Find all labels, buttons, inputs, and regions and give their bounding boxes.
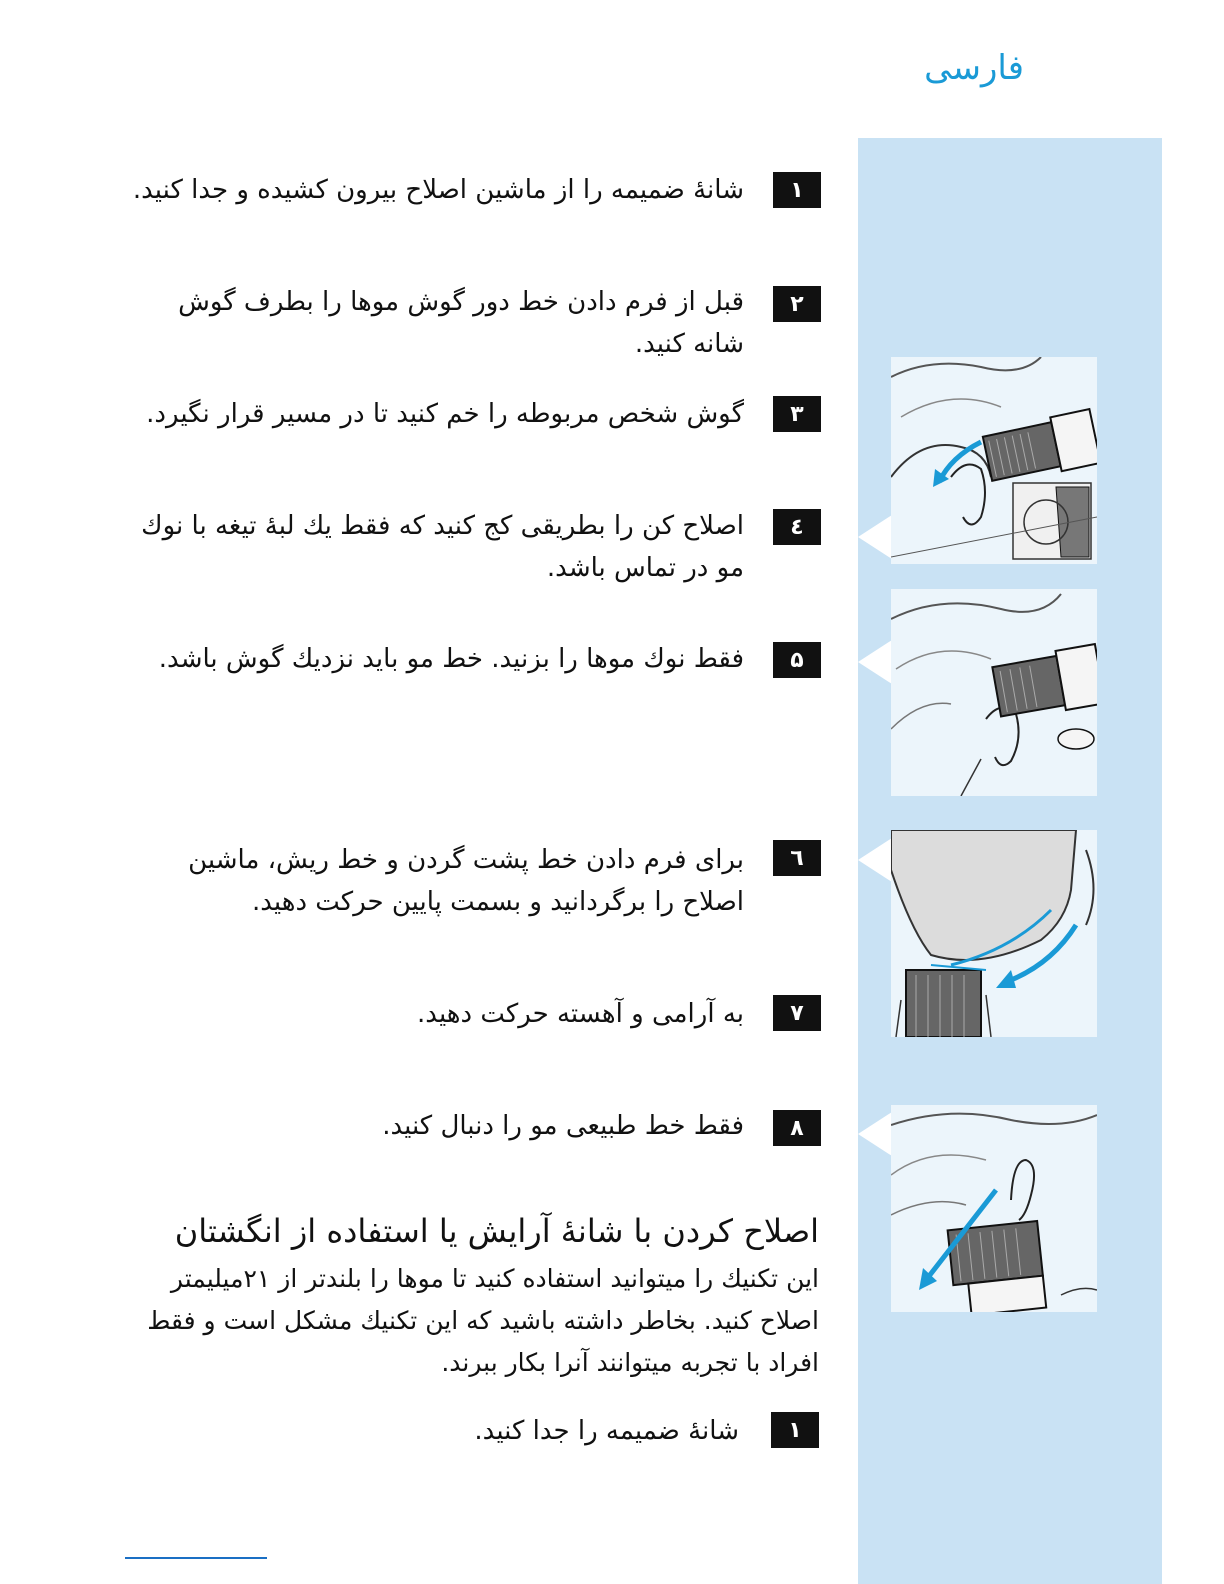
- step-number-4: ٤: [773, 509, 821, 545]
- step-6-text: برای فرم دادن خط پشت گردن و خط ریش، ماشین اصلاح را برگردانید و بسمت پایین حرکت دهید.: [188, 845, 744, 917]
- step-number-3: ۳: [773, 396, 821, 432]
- section-paragraph: این تکنیك را میتوانید استفاده کنید تا موها را بلندتر از ۲۱میلیمتر اصلاح کنید. بخاطر داشته باشید که این تکنیك مشکل است و فقط افراد با تجربه میتوانند آنرا بکار ببرند.: [147, 1264, 819, 1377]
- step-number-6: ٦: [773, 840, 821, 876]
- illustration-pointer: [858, 838, 892, 882]
- illustration-ear-trim: [891, 357, 1097, 564]
- illustration-pointer: [858, 515, 892, 559]
- step-7-text: به آرامی و آهسته حرکت دهید.: [417, 999, 744, 1029]
- step-8-text: فقط خط طبیعی مو را دنبال کنید.: [382, 1111, 744, 1141]
- step-number-1: ۱: [773, 172, 821, 208]
- section-heading: اصلاح کردن با شانۀ آرایش یا استفاده از انگشتان: [174, 1212, 819, 1250]
- step-1-text: شانۀ ضمیمه را از ماشین اصلاح بیرون کشیده و جدا کنید.: [132, 175, 744, 205]
- step-number-8: ۸: [773, 1110, 821, 1146]
- step-4-text: اصلاح کن را بطریقی کج کنید که فقط یك لبۀ تیغه با نوك مو در تماس باشد.: [141, 511, 744, 583]
- footer-rule: [125, 1557, 267, 1559]
- step-number-7: ۷: [773, 995, 821, 1031]
- section-step-1-text: شانۀ ضمیمه را جدا کنید.: [474, 1416, 739, 1446]
- step-number-2: ۲: [773, 286, 821, 322]
- language-title: فارسی: [924, 48, 1024, 88]
- illustration-pointer: [858, 1112, 892, 1156]
- illustration-neckline: [891, 830, 1097, 1037]
- step-5-text: فقط نوك موها را بزنید. خط مو باید نزدیك گوش باشد.: [158, 644, 744, 674]
- step-number-5: ۵: [773, 642, 821, 678]
- illustration-pointer: [858, 640, 892, 684]
- step-2-text: قبل از فرم دادن خط دور گوش موها را بطرف گوش شانه کنید.: [178, 287, 744, 359]
- step-3-text: گوش شخص مربوطه را خم کنید تا در مسیر قرار نگیرد.: [146, 399, 744, 429]
- illustration-behind-ear: [891, 1105, 1097, 1312]
- section-step-number-1: ۱: [771, 1412, 819, 1448]
- illustration-side-trim: [891, 589, 1097, 796]
